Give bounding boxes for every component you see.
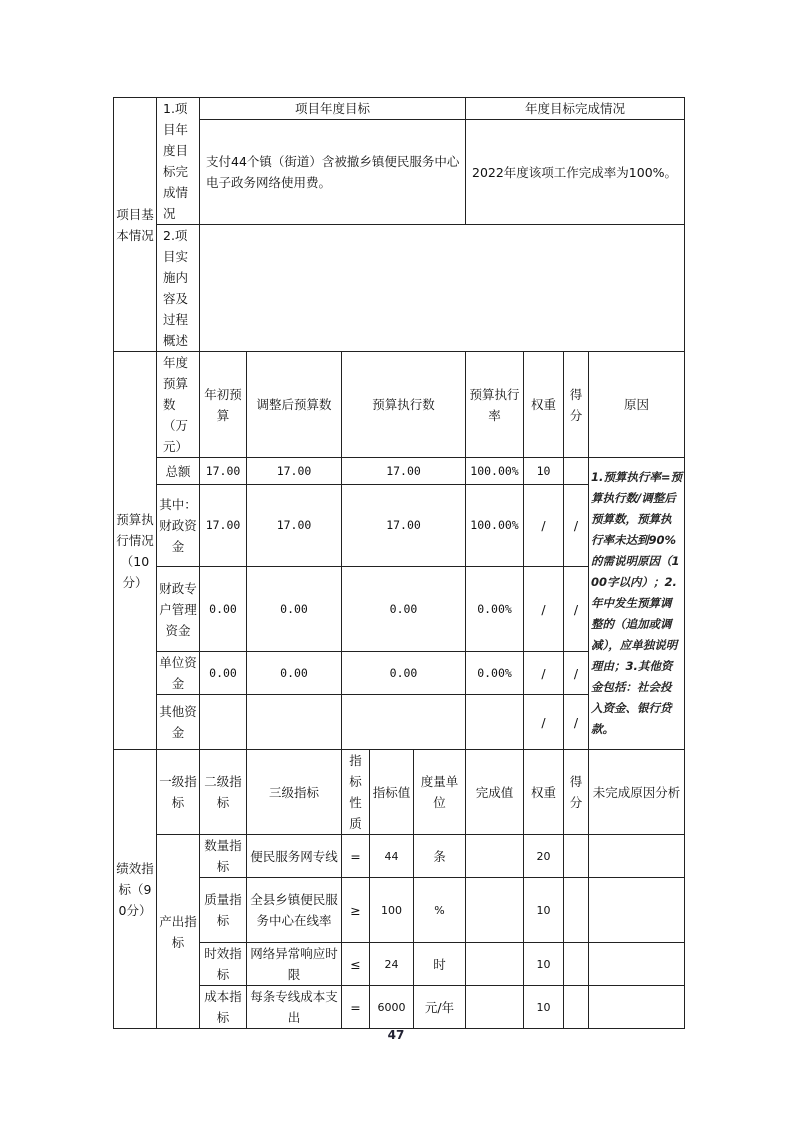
nature: = — [342, 835, 370, 878]
row-label: 其中：财政资金 — [157, 485, 200, 567]
level3: 每条专线成本支出 — [247, 986, 342, 1029]
adjusted: 17.00 — [247, 485, 342, 567]
row-label: 其他资金 — [157, 695, 200, 750]
score — [564, 878, 589, 943]
unit: 时 — [414, 943, 466, 986]
value: 100 — [370, 878, 414, 943]
score: / — [564, 652, 589, 695]
weight: 10 — [524, 878, 564, 943]
nature: ≥ — [342, 878, 370, 943]
unit: % — [414, 878, 466, 943]
executed: 17.00 — [342, 485, 466, 567]
section-basic-label: 项目基本情况 — [114, 98, 157, 352]
perf-row — [114, 986, 685, 1029]
level2: 数量指标 — [200, 835, 247, 878]
rate: 0.00% — [466, 567, 524, 652]
level2: 质量指标 — [200, 878, 247, 943]
level2: 时效指标 — [200, 943, 247, 986]
score — [564, 943, 589, 986]
perf-header: 指标值 — [370, 750, 414, 835]
weight: / — [524, 567, 564, 652]
budget-header: 调整后预算数 — [247, 352, 342, 458]
perf-header: 度量单位 — [414, 750, 466, 835]
initial: 17.00 — [200, 485, 247, 567]
adjusted: 17.00 — [247, 458, 342, 485]
executed — [342, 695, 466, 750]
section-performance-label: 绩效指标（90分） — [114, 750, 157, 1029]
actual — [466, 835, 524, 878]
budget-header: 年度预算数（万元） — [157, 352, 200, 458]
level3: 全县乡镇便民服务中心在线率 — [247, 878, 342, 943]
nature: = — [342, 986, 370, 1029]
unit: 条 — [414, 835, 466, 878]
perf-header: 三级指标 — [247, 750, 342, 835]
value: 24 — [370, 943, 414, 986]
perf-row — [114, 943, 685, 986]
budget-note: 1.预算执行率=预算执行数/调整后预算数，预算执行率未达到90%的需说明原因（100字以内）；2.年中发生预算调整的（追加或调减），应单独说明理由；3.其他资金包括：社会投入资金、银行贷款。 — [589, 458, 685, 750]
actual — [466, 986, 524, 1029]
unit: 元/年 — [414, 986, 466, 1029]
adjusted: 0.00 — [247, 652, 342, 695]
adjusted — [247, 695, 342, 750]
row-label: 财政专户管理资金 — [157, 567, 200, 652]
impl-label: 2.项目实施内容及过程概述 — [157, 225, 200, 352]
nature: ≤ — [342, 943, 370, 986]
perf-header: 权重 — [524, 750, 564, 835]
performance-table — [113, 97, 685, 1029]
rate: 0.00% — [466, 652, 524, 695]
budget-header: 年初预算 — [200, 352, 247, 458]
completion-text: 2022年度该项工作完成率为100%。 — [466, 120, 685, 225]
perf-header: 指标性质 — [342, 750, 370, 835]
score: / — [564, 485, 589, 567]
goal-header: 项目年度目标 — [200, 98, 466, 120]
initial: 0.00 — [200, 652, 247, 695]
executed: 0.00 — [342, 652, 466, 695]
weight: / — [524, 695, 564, 750]
reason — [589, 943, 685, 986]
section-budget-label: 预算执行情况（10分） — [114, 352, 157, 750]
weight: / — [524, 485, 564, 567]
initial: 17.00 — [200, 458, 247, 485]
budget-header: 权重 — [524, 352, 564, 458]
executed: 0.00 — [342, 567, 466, 652]
reason — [589, 835, 685, 878]
budget-header: 预算执行数 — [342, 352, 466, 458]
perf-row — [114, 835, 685, 878]
weight: 20 — [524, 835, 564, 878]
perf-header: 完成值 — [466, 750, 524, 835]
row-label: 总额 — [157, 458, 200, 485]
adjusted: 0.00 — [247, 567, 342, 652]
perf-header: 得分 — [564, 750, 589, 835]
budget-header: 预算执行率 — [466, 352, 524, 458]
budget-row — [114, 458, 685, 485]
level3: 网络异常响应时限 — [247, 943, 342, 986]
actual — [466, 878, 524, 943]
page-number: 47 — [387, 1028, 405, 1042]
level1-label: 产出指标 — [157, 835, 200, 1029]
impl-text — [200, 225, 685, 352]
score — [564, 986, 589, 1029]
score — [564, 835, 589, 878]
weight: 10 — [524, 943, 564, 986]
value: 6000 — [370, 986, 414, 1029]
initial — [200, 695, 247, 750]
actual — [466, 943, 524, 986]
level2: 成本指标 — [200, 986, 247, 1029]
initial: 0.00 — [200, 567, 247, 652]
rate: 100.00% — [466, 485, 524, 567]
perf-row — [114, 878, 685, 943]
rate: 100.00% — [466, 458, 524, 485]
goal-text: 支付44个镇（街道）含被撤乡镇便民服务中心电子政务网络使用费。 — [200, 120, 466, 225]
row-label: 单位资金 — [157, 652, 200, 695]
score: / — [564, 567, 589, 652]
score: / — [564, 695, 589, 750]
reason — [589, 986, 685, 1029]
budget-header: 得分 — [564, 352, 589, 458]
completion-header: 年度目标完成情况 — [466, 98, 685, 120]
level3: 便民服务网专线 — [247, 835, 342, 878]
weight: 10 — [524, 458, 564, 485]
perf-header: 未完成原因分析 — [589, 750, 685, 835]
perf-header: 一级指标 — [157, 750, 200, 835]
score — [564, 458, 589, 485]
weight: 10 — [524, 986, 564, 1029]
perf-header: 二级指标 — [200, 750, 247, 835]
rate — [466, 695, 524, 750]
executed: 17.00 — [342, 458, 466, 485]
weight: / — [524, 652, 564, 695]
budget-header: 原因 — [589, 352, 685, 458]
reason — [589, 878, 685, 943]
value: 44 — [370, 835, 414, 878]
goal-label: 1.项目年度目标完成情况 — [157, 98, 200, 225]
